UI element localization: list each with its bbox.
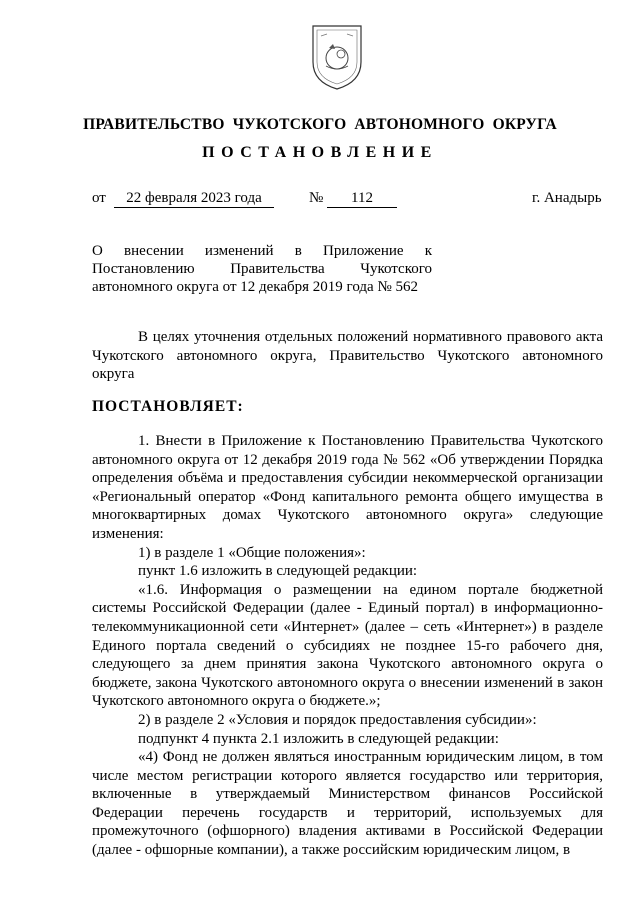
body-paragraph: 1) в разделе 1 «Общие положения»: (138, 544, 366, 561)
document-body (92, 432, 603, 860)
body-paragraph: пункт 1.6 изложить в следующей редакции: (138, 563, 418, 580)
document-subject (92, 242, 432, 296)
body-paragraph: «4) Фонд не должен являться иностранным юридическим лицом, в том числе местом регистрации которого является государство или территория, включенные в утверждаемый Министерством финансов Российской Федерации перечень государств и территорий, используемых для промежуточного (офшорного) владения активами в Российской Федерации (далее - офшорные компании), а также российским юридическим лицом, в (92, 749, 603, 859)
document-type-title: ПОСТАНОВЛЕНИЕ (202, 144, 438, 161)
preamble-paragraph (92, 328, 603, 384)
body-paragraph: 1. Внести в Приложение к Постановлению Правительства Чукотского автономного округа от 12 декабря 2019 года № 562 «Об утверждении Порядка определения объёма и предоставления субсидии некоммерческой организации «Региональный оператор «Фонд капитального ремонта общего имущества в многоквартирных домах Чукотского автономного округа» следующие изменения: (92, 433, 603, 542)
decree-heading: ПОСТАНОВЛЯЕТ: (92, 398, 244, 415)
body-paragraph: подпункт 4 пункта 2.1 изложить в следующей редакции: (138, 730, 499, 747)
document-number: 112 (327, 190, 397, 208)
body-paragraph: «1.6. Информация о размещении на едином портале бюджетной системы Российской Федерации (далее - Единый портал) в информационно-телекоммуникационной сети «Интернет» (далее – сеть «Интернет») в разделе Единого портала сведений о субсидиях не позднее 15-го рабочего дня, следующего за днем принятия закона Чукотского автономного округа о бюджете, закона Чукотского автономного округа о внесении изменений в закон Чукотского автономного округа о бюджете.»; (92, 581, 603, 710)
subject-line: О внесении изменений в Приложение к (92, 243, 432, 259)
subject-line: Постановлению Правительства Чукотского (92, 261, 432, 277)
body-paragraph: 2) в разделе 2 «Условия и порядок предоставления субсидии»: (138, 711, 537, 728)
city-label: г. Анадырь (532, 190, 602, 206)
coat-of-arms-emblem-icon (307, 22, 367, 92)
government-title: ПРАВИТЕЛЬСТВО ЧУКОТСКОГО АВТОНОМНОГО ОКРУГА (83, 116, 557, 133)
document-date: 22 февраля 2023 года (114, 190, 274, 208)
date-prefix-label: от (92, 190, 106, 206)
subject-line: автономного округа от 12 декабря 2019 года № 562 (92, 279, 419, 295)
number-label: № (309, 190, 324, 206)
preamble-text: В целях уточнения отдельных положений нормативного правового акта Чукотского автономного округа, Правительство Чукотского автономного округа (92, 329, 603, 382)
